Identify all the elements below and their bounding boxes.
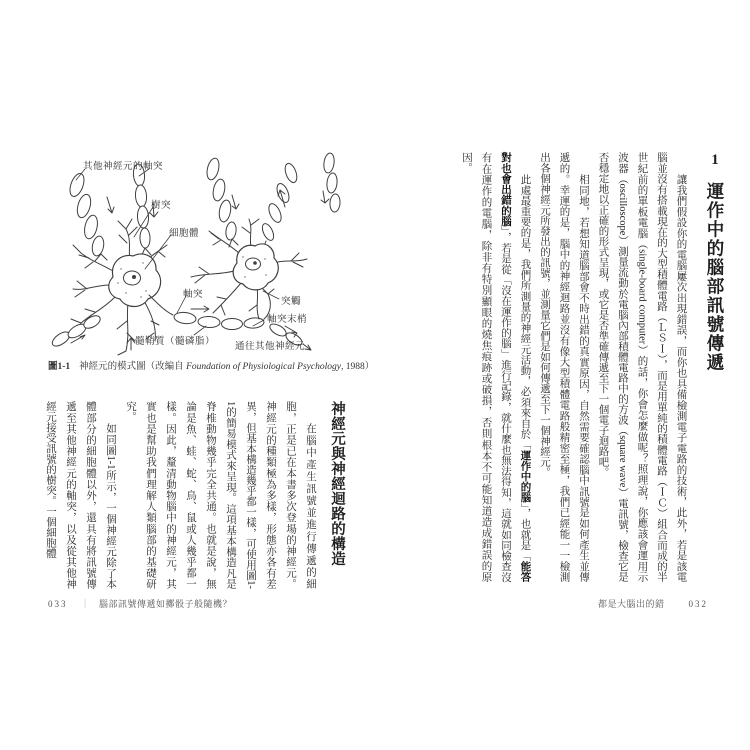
bold-phrase: 運作中的腦 bbox=[519, 449, 531, 503]
left-nucleus bbox=[124, 271, 141, 285]
figure-caption-text: 神經元的模式圖（改編自 bbox=[79, 362, 187, 372]
paragraph: 讓我們假設你的電腦屢次出現錯誤，而你也具備檢測電子電路的技術，此外，若是該電腦並沒有搭載現在的大型積體電路（ＬＳＩ），而是用單純的積體電路（ＩＣ）組合而成的半世紀前的單板電腦（single-board computer）的話，你會怎麼做呢？照理說，你應該會運用示波器（oscilloscope）測量流動於電腦內部積體電路中的方波（square wave）電訊號，檢查它是否穩定地以正確的形式呈現，或它是否準確傳遞至下一個電子迴路吧。 bbox=[597, 152, 687, 582]
paragraph bbox=[457, 152, 535, 582]
label-cell-body: 細胞體 bbox=[169, 229, 200, 239]
paragraph-segment: 」，也就是「 bbox=[519, 502, 531, 561]
label-axon-terminal: 軸突末梢 bbox=[267, 315, 308, 325]
axon-myelin-chain bbox=[149, 295, 264, 330]
figure-neuron-diagram bbox=[33, 145, 367, 357]
footer-divider: ｜ bbox=[80, 599, 91, 609]
chapter-number: 1 bbox=[707, 152, 723, 168]
paragraph: 在腦中產生訊號並進行傳遞的細胞，正是已在本書多次登場的神經元。神經元的種類極為多樣，形態亦各有差異，但基本構造幾乎都一樣，可使用圖1-1的簡易模式來呈現。這項基本構造凡是脊椎動物幾乎完全共通。也就是說，無論是魚、蛙、蛇、鳥、鼠或人幾乎都一樣。因此，釐清動物腦中的神經元，其實也是幫助我們理解人類腦部的基礎研究。 bbox=[125, 401, 316, 589]
book-title: 都是大腦出的錯 bbox=[597, 599, 665, 609]
right-page-footer bbox=[598, 597, 708, 610]
paragraph: 如同圖1-1所示，一個神經元除了本體部分的細胞體以外，還具有將訊號傳遞至其他神經元的軸突，以及從其他神經元接受訊號的樹突。一個細胞體 bbox=[45, 401, 116, 589]
paragraph: 相同地，若想知道腦部會不時出錯的真實原因，自然需要確認腦中訊號是如何產生並傳遞的。幸運的是，腦中的神經迴路並沒有像大型積體電路般精密至極，我們已經能一一檢測出各個神經元所發出的訊號，並測量它們是如何傳遞至下一個神經元。 bbox=[539, 152, 589, 582]
left-text-block bbox=[36, 401, 347, 589]
section-heading: 神經元與神經迴路的構造 bbox=[329, 401, 345, 566]
paragraph-segment: 」，若是從「沒在運作的腦」進行記錄，就什麼也無法得知，這就如同檢查沒有在運作的電腦，除非有特別顯眼的燒焦痕跡或破損，否則根本不可能知道造成錯誤的原因。 bbox=[461, 152, 511, 583]
neuron-illustration bbox=[33, 145, 367, 357]
far-right-chain bbox=[321, 152, 341, 212]
page-number: 032 bbox=[688, 599, 708, 609]
label-axon: 軸突 bbox=[183, 290, 204, 300]
running-title: 腦部訊號傳遞如擲骰子般隨機？ bbox=[99, 599, 233, 609]
figure-caption-source: Foundation of Physiological Psychology bbox=[186, 362, 341, 372]
label-other-neurons-axons: 其他神經元的軸突 bbox=[83, 162, 164, 172]
page-number: 033 bbox=[48, 599, 68, 609]
paragraph-segment: 此處最重要的是，我們所測量的神經元活動，必須來自於「 bbox=[519, 174, 531, 450]
chapter-heading bbox=[705, 152, 726, 582]
incoming-axon-chain-c bbox=[50, 313, 102, 349]
label-dendrite: 樹突 bbox=[151, 201, 172, 211]
bold-phrase: 能答對也會出錯的腦 bbox=[500, 152, 531, 583]
label-to-other-neurons: 通往其他神經元 bbox=[235, 342, 306, 352]
right-nucleus bbox=[246, 258, 261, 270]
figure-caption-number: 圖1-1 bbox=[48, 362, 71, 372]
right-text-block bbox=[443, 152, 737, 582]
right-incoming-chain bbox=[205, 157, 239, 247]
figure-caption bbox=[48, 358, 375, 372]
incoming-axon-chain-a bbox=[67, 172, 114, 261]
figure-caption-year: , 1988） bbox=[340, 362, 375, 372]
chapter-title: 運作中的腦部訊號傳遞 bbox=[705, 182, 725, 372]
label-synapse: 突觸 bbox=[281, 297, 302, 307]
right-upper-chain bbox=[260, 162, 299, 249]
label-myelin: 髓鞘質（髓磷脂） bbox=[135, 337, 216, 347]
left-page-footer bbox=[48, 597, 232, 610]
